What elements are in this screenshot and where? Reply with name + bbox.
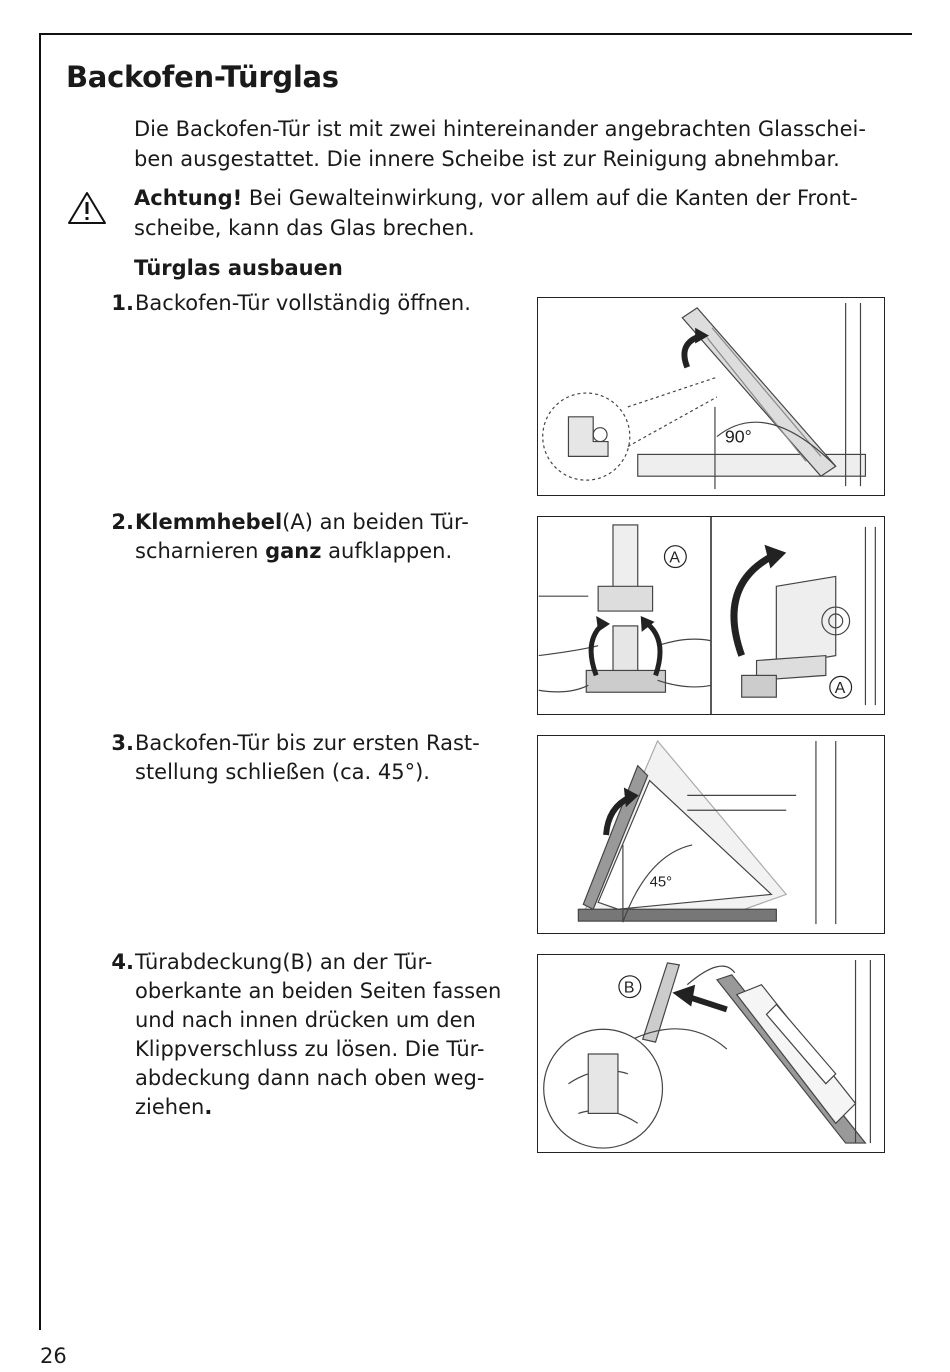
step-bold-term: Klemmhebel [135, 510, 283, 534]
label-a-right: A [834, 680, 846, 698]
intro-paragraph [134, 115, 866, 174]
page-number: 26 [40, 1344, 67, 1368]
step-punct: . [204, 1095, 213, 1119]
figure-door-45 [537, 735, 885, 934]
left-margin-rule [39, 33, 41, 1330]
warning-label: Achtung! [134, 186, 243, 210]
step-text [135, 948, 508, 1122]
step-line: und nach innen drücken um den [135, 1008, 476, 1032]
step-text [135, 729, 508, 787]
step-line: Türabdeckung(B) an der Tür- [135, 950, 433, 974]
step-line: ziehen [135, 1095, 205, 1119]
clamp-lever-illustration [538, 517, 884, 714]
intro-line-2: ben ausgestattet. Die innere Scheibe ist zur Reinigung abnehmbar. [134, 146, 840, 171]
step-text-post: aufklappen. [321, 539, 453, 563]
step-line: Backofen-Tür bis zur ersten Rast- [135, 731, 480, 755]
step-line: abdeckung dann nach oben weg- [135, 1066, 485, 1090]
angle-label-45: 45° [649, 874, 673, 891]
door-open-illustration [538, 298, 884, 495]
step-text [135, 508, 508, 566]
step-bold-word: ganz [265, 539, 322, 563]
step-number: 2. [111, 510, 134, 534]
step-number: 3. [111, 731, 134, 755]
step-text-rest: (A) an beiden Tür- [282, 510, 469, 534]
step-text-pre: scharnieren [135, 539, 266, 563]
intro-line-1: Die Backofen-Tür ist mit zwei hintereinander angebrachten Glasschei- [134, 117, 866, 141]
warning-text-1: Bei Gewalteinwirkung, vor allem auf die Kanten der Front- [242, 186, 858, 210]
step-line: Klippverschluss zu lösen. Die Tür- [135, 1037, 485, 1061]
door-cover-illustration [538, 955, 884, 1152]
figure-door-cover [537, 954, 885, 1153]
step-4 [108, 948, 508, 1122]
label-a-left: A [669, 549, 680, 567]
angle-label-90: 90° [724, 426, 752, 447]
figure-clamp-levers [537, 516, 885, 715]
step-line: oberkante an beiden Seiten fassen [135, 979, 502, 1003]
figure-door-open-90 [537, 297, 885, 496]
step-1 [108, 289, 508, 318]
step-number: 4. [111, 950, 134, 974]
step-line: stellung schließen (ca. 45°). [135, 760, 430, 784]
warning-triangle-icon [66, 190, 108, 226]
step-number: 1. [111, 291, 134, 315]
page-title: Backofen-Türglas [66, 60, 339, 94]
door-45-illustration [538, 736, 884, 933]
warning-paragraph [134, 184, 858, 243]
top-rule [39, 33, 912, 35]
step-2 [108, 508, 508, 566]
section-subheading: Türglas ausbauen [134, 256, 343, 280]
warning-text-2: scheibe, kann das Glas brechen. [134, 215, 475, 240]
step-3 [108, 729, 508, 787]
label-b: B [623, 979, 635, 997]
step-text: Backofen-Tür vollständig öffnen. [135, 291, 471, 315]
